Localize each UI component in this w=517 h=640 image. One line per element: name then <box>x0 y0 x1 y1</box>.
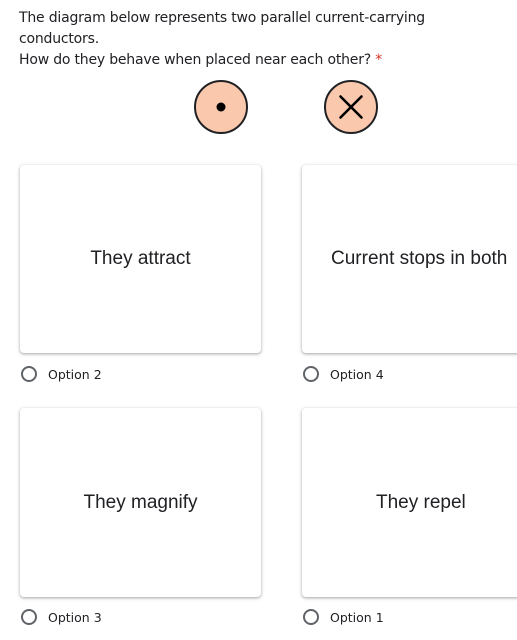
answer-card-text: They attract <box>90 248 191 269</box>
option-2-radio-row[interactable] <box>21 366 102 382</box>
option-1-radio-row[interactable] <box>303 609 384 625</box>
answer-card-text: They repel <box>376 491 466 513</box>
required-asterisk: * <box>375 52 383 68</box>
answer-card-current-stops-in-both[interactable] <box>302 165 517 353</box>
question-line-2: How do they behave when placed near each other? <box>19 52 371 68</box>
option-label: Option 1 <box>330 609 384 625</box>
question-line-1: The diagram below represents two parallel current-carrying conductors. <box>19 10 425 47</box>
radio-button[interactable] <box>303 366 319 382</box>
option-4-radio-row[interactable] <box>303 366 384 382</box>
option-label: Option 3 <box>48 609 102 625</box>
option-3-radio-row[interactable] <box>21 609 102 625</box>
answer-card-text: Current stops in both <box>331 248 508 269</box>
radio-button[interactable] <box>303 609 319 625</box>
option-label: Option 2 <box>48 366 102 382</box>
cross-into-page-icon <box>325 81 377 133</box>
answer-card-text: They magnify <box>83 491 198 513</box>
answer-card-they-magnify[interactable] <box>20 408 261 597</box>
radio-button[interactable] <box>21 366 37 382</box>
conductors-diagram <box>0 0 517 160</box>
answer-card-they-repel[interactable] <box>302 408 517 597</box>
answer-card-they-attract[interactable] <box>20 165 261 353</box>
option-label: Option 4 <box>330 366 384 382</box>
dot-out-of-page-icon <box>195 81 247 133</box>
radio-button[interactable] <box>21 609 37 625</box>
